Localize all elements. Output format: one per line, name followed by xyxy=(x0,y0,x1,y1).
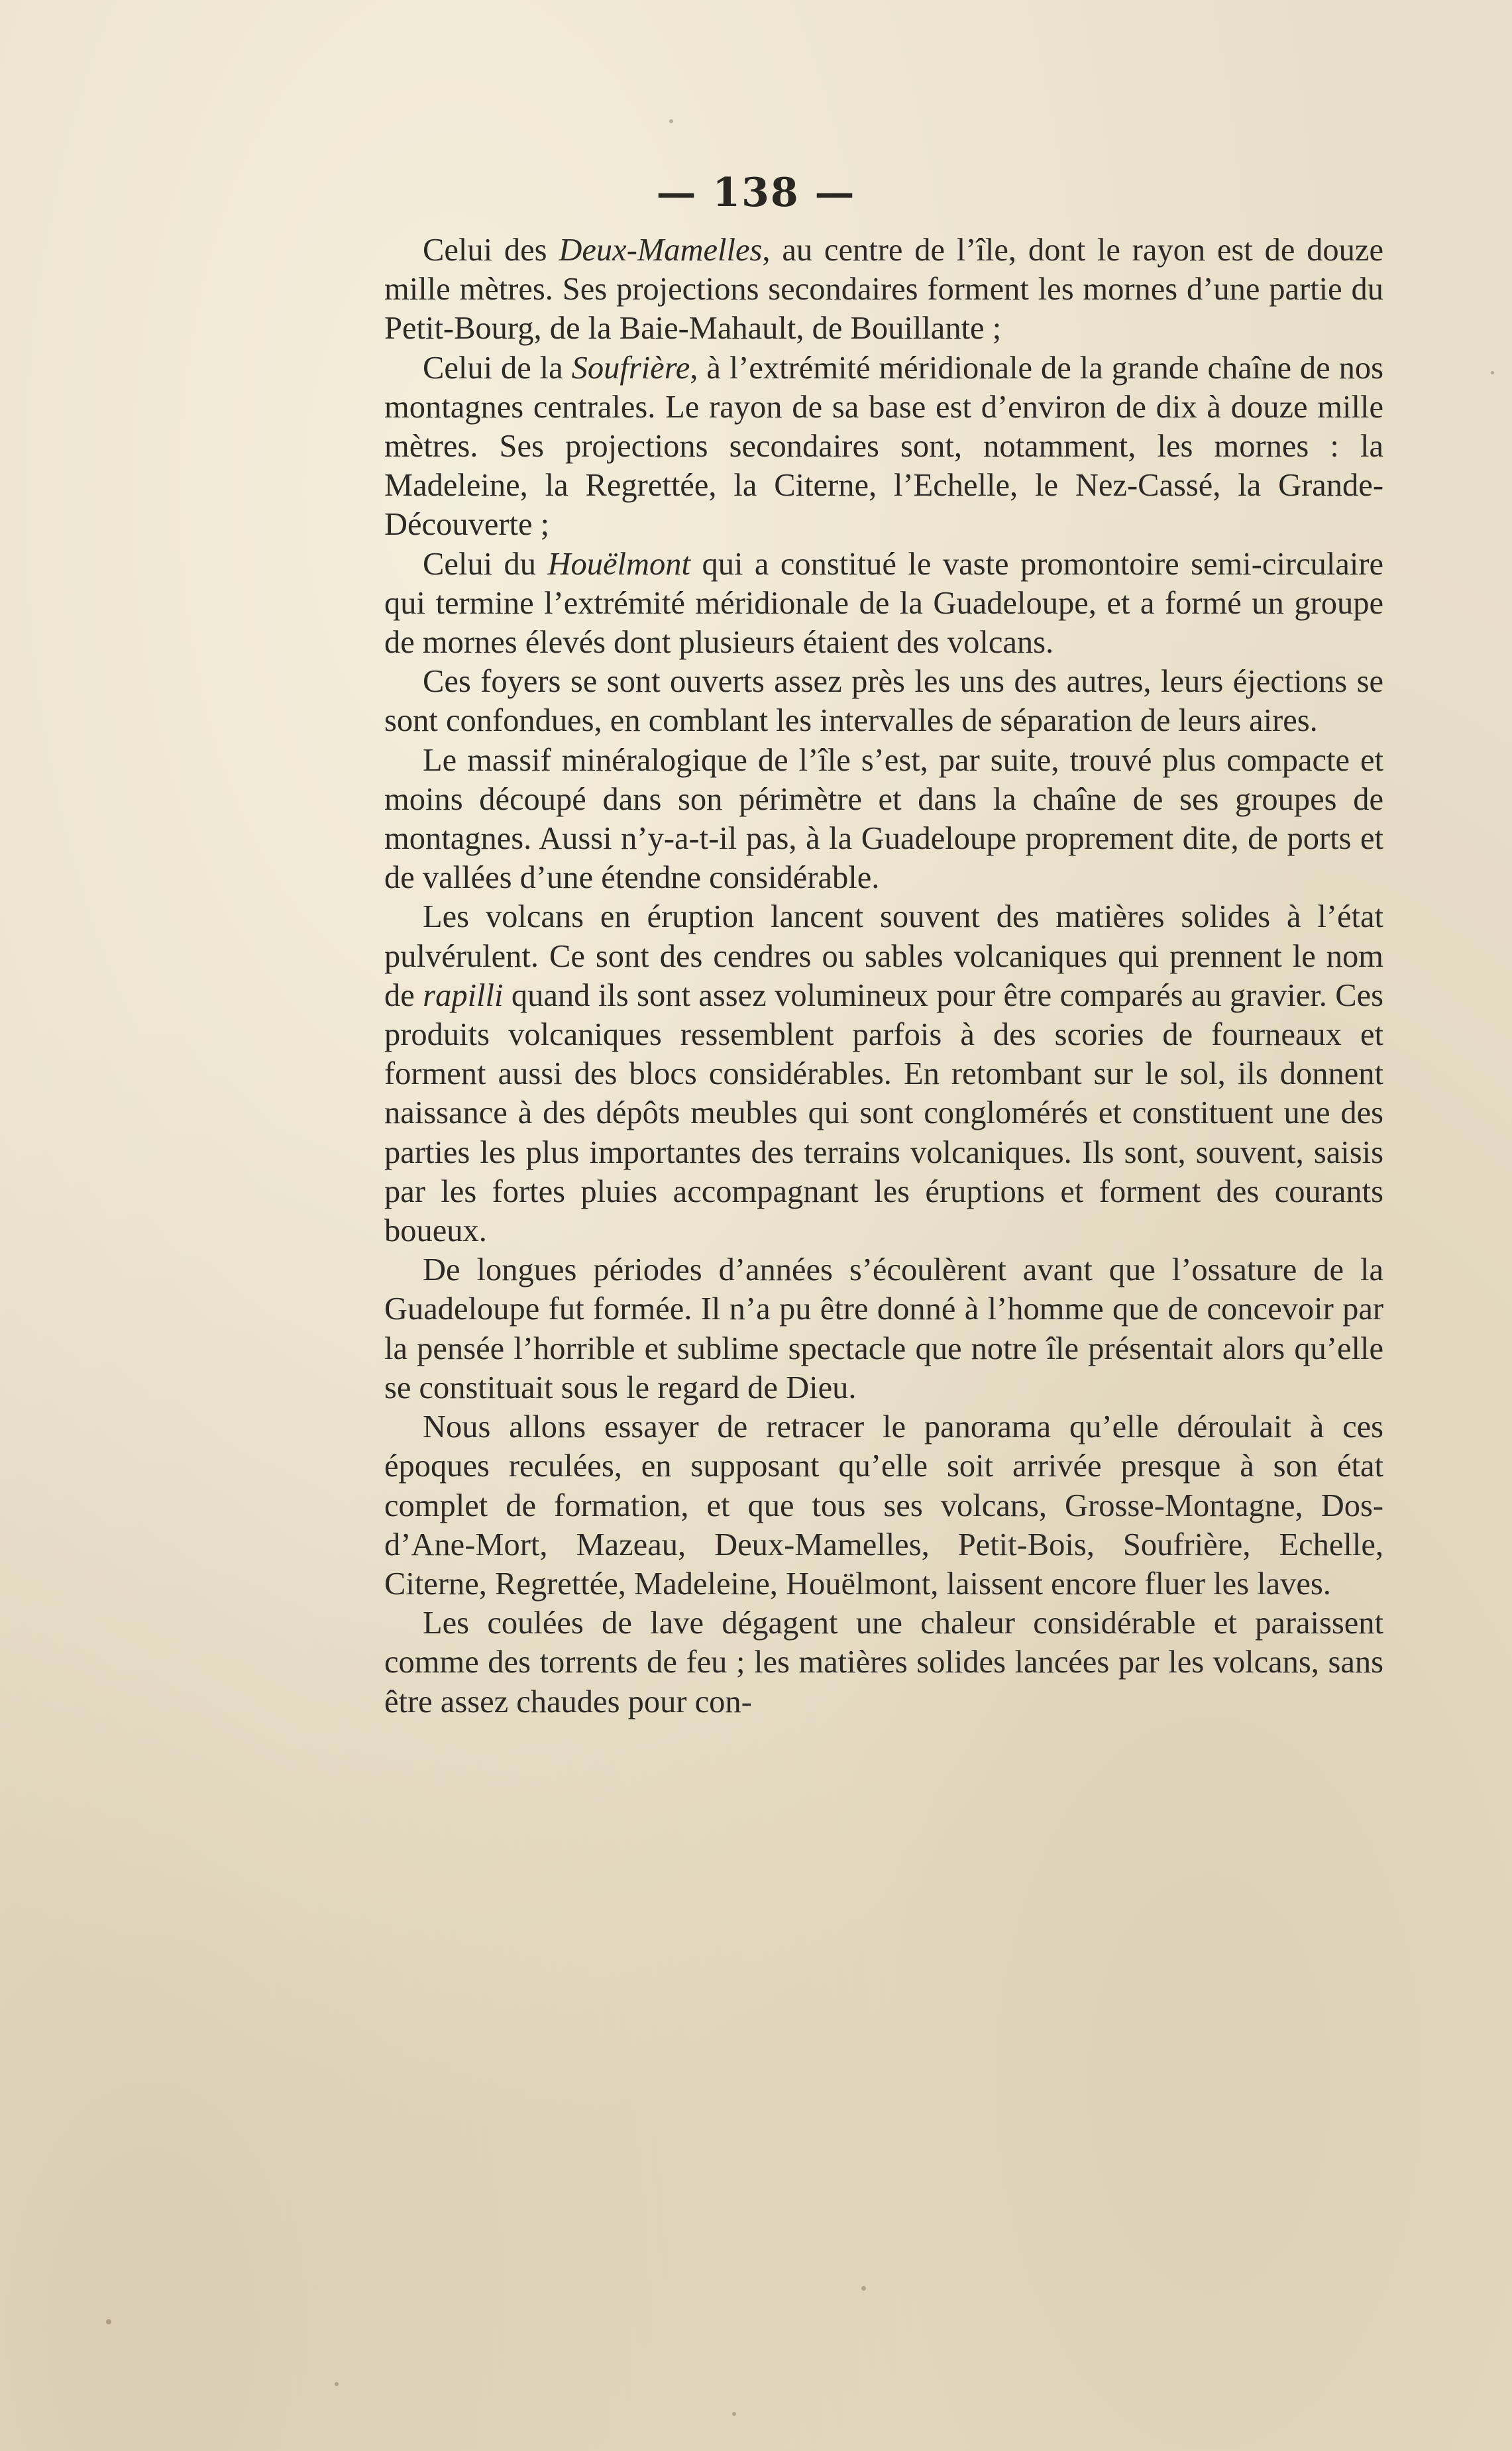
page-number: — 138 — xyxy=(656,170,856,216)
text-segment: Le massif minéralogique de l’île s’est, par suite, trouvé plus compacte et moins découpé dans son périmètre et dans la chaîne de ses groupes de montagnes. Aussi n’y-a-t-il pas, à la Guadeloupe proprement dite, de ports et de vallées d’une étendne considérable. xyxy=(384,742,1383,896)
text-segment: De longues périodes d’années s’écoulèrent avant que l’ossature de la Guadeloupe fut formée. Il n’a pu être donné à l’homme que de concevoir par la pensée l’horrible et sublime spectacle que notre île présentait alors qu’elle se constituait sous le regard de Dieu. xyxy=(384,1252,1383,1405)
paragraph-deux-mamelles xyxy=(384,231,1383,349)
paragraph-coulees xyxy=(384,1604,1383,1721)
text-segment: quand ils sont assez volumineux pour être comparés au gravier. Ces produits volcaniques ressemblent parfois à des scories de fourneaux et forment aussi des blocs considérables. En retombant sur le sol, ils donnent naissance à des dépôts meubles qui sont conglomérés et constituent une des parties les plus importantes des terrains volcaniques. Ils sont, souvent, saisis par les fortes pluies accompagnant les éruptions et forment des courants boueux. xyxy=(384,977,1383,1249)
paragraph-foyers xyxy=(384,662,1383,740)
italic-place-name: Houëlmont xyxy=(547,546,691,582)
text-segment: Nous allons essayer de retracer le panorama qu’elle déroulait à ces époques reculées, en supposant qu’elle soit arrivée presque à son état complet de formation, et que tous ses volcans, Grosse-Montagne, Dos-d’Ane-Mort, Mazeau, Deux-Mamelles, Petit-Bois, Soufrière, Echelle, Citerne, Regrettée, Madeleine, Houëlmont, laissent encore fluer les laves. xyxy=(384,1409,1383,1602)
body-text xyxy=(384,231,1383,1721)
text-segment: , au centre de l’île, dont le rayon est de douze mille mètres. Ses projections secondaires forment les mornes d’une partie du Petit-Bourg, de la Baie-Mahault, de Bouillante ; xyxy=(384,233,1383,347)
text-segment: Ces foyers se sont ouverts assez près les uns des autres, leurs éjections se sont confondues, en comblant les intervalles de séparation de leurs aires. xyxy=(384,664,1383,739)
paragraph-volcans-eruption xyxy=(384,897,1383,1250)
italic-term: rapilli xyxy=(423,977,504,1013)
paper-speck xyxy=(106,2319,111,2324)
italic-place-name: Deux-Mamelles xyxy=(559,233,763,268)
text-segment: Celui de la xyxy=(423,350,572,386)
paper-speck xyxy=(861,2286,866,2291)
paragraph-soufriere xyxy=(384,349,1383,545)
paragraph-panorama xyxy=(384,1407,1383,1604)
text-segment: Les volcans en éruption lancent souvent des matières solides à l’état pulvérulent. Ce sont des cendres ou sables volcaniques qui prennent le nom de xyxy=(384,899,1383,1013)
paragraph-longues-periodes xyxy=(384,1250,1383,1407)
paper-speck xyxy=(732,2412,736,2416)
paragraph-houelmont xyxy=(384,545,1383,663)
text-segment: Celui des xyxy=(423,233,559,268)
text-segment: Celui du xyxy=(423,546,548,582)
paper-speck xyxy=(1491,371,1494,374)
text-segment: qui a constitué le vaste promontoire semi-circulaire qui termine l’extrémité méridionale de la Guadeloupe, et a formé un groupe de mornes élevés dont plusieurs étaient des volcans. xyxy=(384,546,1383,661)
text-segment: , à l’extrémité méridionale de la grande chaîne de nos montagnes centrales. Le rayon de sa base est d’environ de dix à douze mille mètres. Ses projections secondaires sont, notamment, les mornes : la Madeleine, la Regrettée, la Citerne, l’Echelle, le Nez-Cassé, la Grande-Découverte ; xyxy=(384,350,1383,543)
paper-speck xyxy=(335,2382,339,2386)
text-segment: Les coulées de lave dégagent une chaleur considérable et paraissent comme des torrents de feu ; les matières solides lancées par les volcans, sans être assez chaudes pour con- xyxy=(384,1606,1383,1719)
paper-speck xyxy=(669,119,673,123)
italic-place-name: Soufrière xyxy=(571,350,690,386)
paragraph-massif xyxy=(384,741,1383,898)
